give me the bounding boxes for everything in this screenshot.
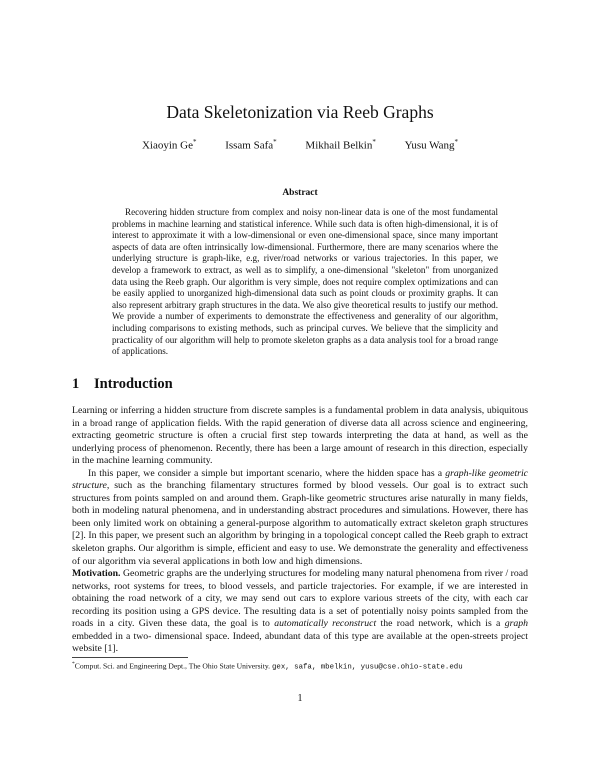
author: Xiaoyin Ge* [141,138,197,152]
abstract-text: Recovering hidden structure from complex and noisy non-linear data is one of the most fundamental problems in machine learning and statistical inference. While such data is often high-dimensional, it is of interest to approximate it with a low-dimensional or even one-dimensional space, since many important aspects of data are often intrinsically low-dimensional. Furthermore, there are many scenarios where the underlying structure is graph-like, e.g, river/road networks or various trajectories. In this paper, we develop a framework to extract, as well as to simplify, a one-dimensional "skeleton" from unorganized data using the Reeb graph. Our algorithm is very simple, does not require complex optimizations and can be easily applied to unorganized high-dimensional data such as point clouds or proximity graphs. It can also represent arbitrary graph structures in the data. We also give theoretical results to justify our method. We provide a number of experiments to demonstrate the effectiveness and generality of our algorithm, including comparisons to existing methods, such as principal curves. We believe that the simplicity and practicality of our algorithm will help to promote skeleton graphs as a data analysis tool for a broad range of applications. [112,207,498,357]
footnote-emails: gex, safa, mbelkin, yusu@cse.ohio-state.edu [271,663,463,672]
author: Mikhail Belkin* [305,138,376,152]
section-number: 1 [72,376,80,392]
paragraph: Motivation. Geometric graphs are the underlying structures for modeling many natural phenomena from river / road networks, root systems for trees, to blood vessels, and particle trajectories. For example, if we are interested in obtaining the road network of a city, we may send out cars to explore various streets of the city, with each car recording its position using a GPS device. The resulting data is a set of potentially noisy points sampled from the roads in a city. Given these data, the goal is to automatically reconstruct the road network, which is a graph embedded in a two- dimensional space. Indeed, abundant data of this type are available at the open-streets project website [1]. [72,568,528,655]
run-in-heading: Motivation. [72,568,121,580]
abstract-heading: Abstract [282,188,318,198]
footnote: *Comput. Sci. and Engineering Dept., The Ohio State University. gex, safa, mbelkin, yusu@cse.ohio-state.edu [72,661,463,672]
page-number: 1 [297,693,303,704]
paragraph: In this paper, we consider a simple but important scenario, where the hidden space has a graph-like geometric structure, such as the branching filamentary structures formed by blood vessels. Our goal is to extract such structures from points sampled on and around them. Graph-like geometric structures arise naturally in many fields, both in modeling natural phenomena, and in understanding abstract procedures and simulations. However, there has been only limited work on obtaining a general-purpose algorithm to automatically extract skeleton graph structures [2]. In this paper, we present such an algorithm by bringing in a topological concept called the Reeb graph to extract skeleton graphs. Our algorithm is simple, efficient and easy to use. We demonstrate the generality and effectiveness of our algorithm via several applications in both low and high dimensions. [72,467,528,567]
paragraph: Learning or inferring a hidden structure from discrete samples is a fundamental problem in data analysis, ubiquitous in a broad range of application fields. With the rapid generation of diverse data all across science and engineering, extracting geometric structure is often a crucial first step towards interpreting the data at hand, as well as the underlying process of phenomenon. Recently, there has been a large amount of research in this direction, especially in the machine learning community. [72,405,528,467]
paper-title: Data Skeletonization via Reeb Graphs [166,102,434,122]
author: Yusu Wang* [404,138,459,152]
section-heading [72,376,173,393]
author-list [0,138,600,152]
section-title: Introduction [94,376,173,392]
footnote-rule [72,657,188,658]
author: Issam Safa* [225,138,277,152]
body-text [72,405,528,656]
